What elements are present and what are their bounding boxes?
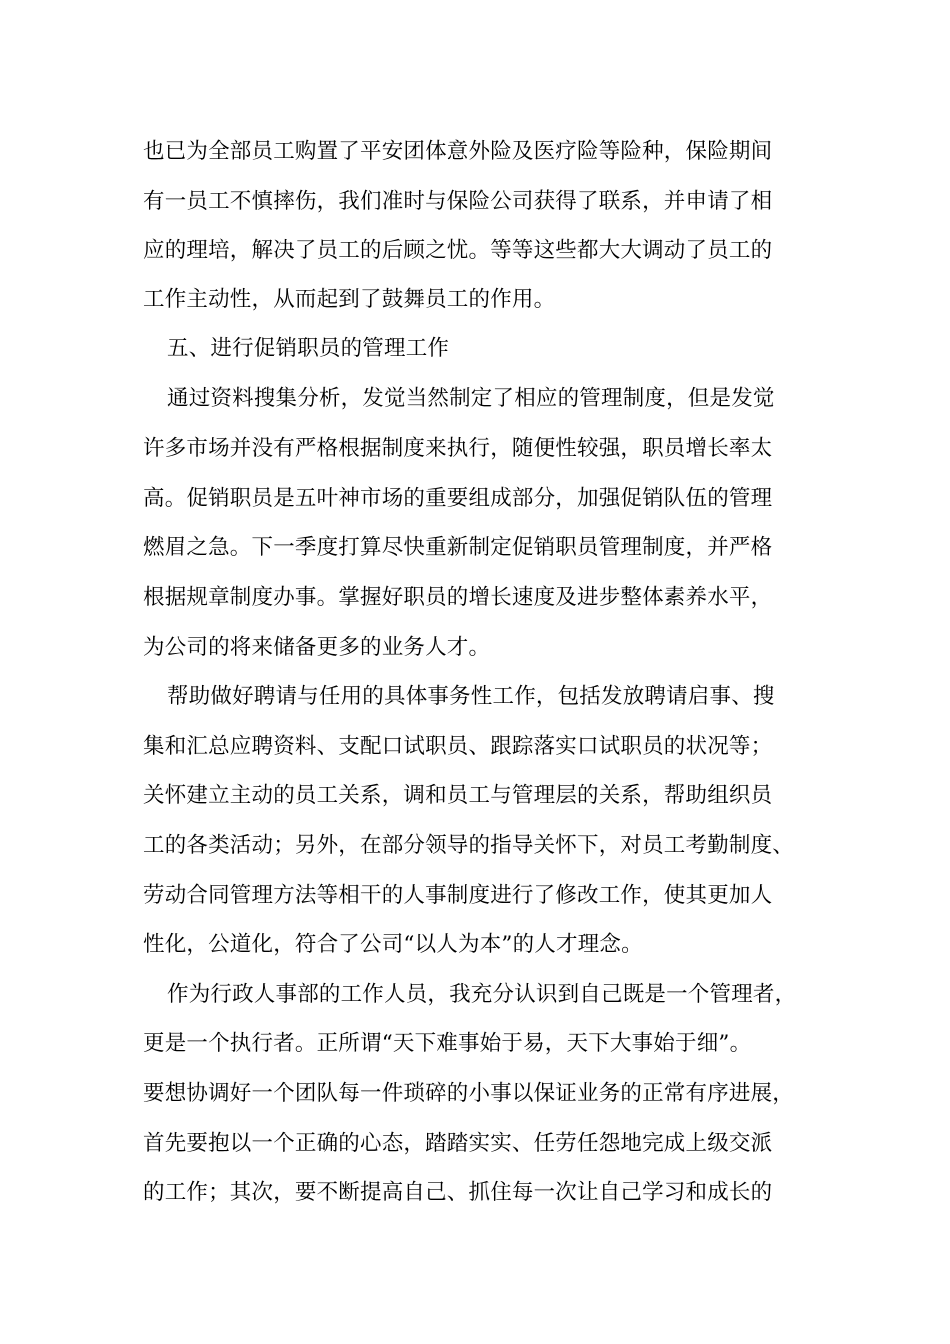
text-line: 许多市场并没有严格根据制度来执行，随便性较强，职员增长率太	[143, 436, 773, 461]
text-line: 更是一个执行者。正所谓“天下难事始于易，天下大事始于细”。	[143, 1031, 752, 1056]
text-line: 集和汇总应聘资料、支配口试职员、跟踪落实口试职员的状况等；	[143, 734, 773, 759]
text-line: 要想协调好一个团队每一件琐碎的小事以保证业务的正常有序进展，	[143, 1081, 795, 1106]
text-line: 关怀建立主动的员工关系，调和员工与管理层的关系，帮助组织员	[143, 783, 773, 808]
text-line: 首先要抱以一个正确的心态，踏踏实实、任劳任怨地完成上级交派	[143, 1131, 773, 1156]
text-line: 也已为全部员工购置了平安团体意外险及医疗险等险种，保险期间	[143, 139, 773, 164]
text-line: 作为行政人事部的工作人员，我充分认识到自己既是一个管理者，	[167, 982, 797, 1007]
text-line: 的工作；其次，要不断提高自己、抓住每一次让自己学习和成长的	[143, 1180, 773, 1205]
text-line: 根据规章制度办事。掌握好职员的增长速度及进步整体素养水平，	[143, 585, 773, 610]
text-line: 性化，公道化，符合了公司“以人为本”的人才理念。	[143, 932, 643, 957]
text-line: 工的各类活动；另外，在部分领导的指导关怀下，对员工考勤制度、	[143, 833, 795, 858]
text-line: 工作主动性，从而起到了鼓舞员工的作用。	[143, 287, 556, 312]
text-line: 燃眉之急。下一季度打算尽快重新制定促销职员管理制度，并严格	[143, 535, 773, 560]
text-line: 通过资料搜集分析，发觉当然制定了相应的管理制度，但是发觉	[167, 386, 775, 411]
text-line: 帮助做好聘请与任用的具体事务性工作，包括发放聘请启事、搜	[167, 684, 775, 709]
section-heading: 五、进行促销职员的管理工作	[167, 336, 450, 361]
text-line: 为公司的将来储备更多的业务人才。	[143, 635, 491, 660]
text-line: 高。促销职员是五叶神市场的重要组成部分，加强促销队伍的管理	[143, 486, 773, 511]
text-line: 有一员工不慎摔伤，我们准时与保险公司获得了联系，并申请了相	[143, 189, 773, 214]
text-line: 应的理培，解决了员工的后顾之忧。等等这些都大大调动了员工的	[143, 238, 773, 263]
text-line: 劳动合同管理方法等相干的人事制度进行了修改工作，使其更加人	[143, 883, 773, 908]
